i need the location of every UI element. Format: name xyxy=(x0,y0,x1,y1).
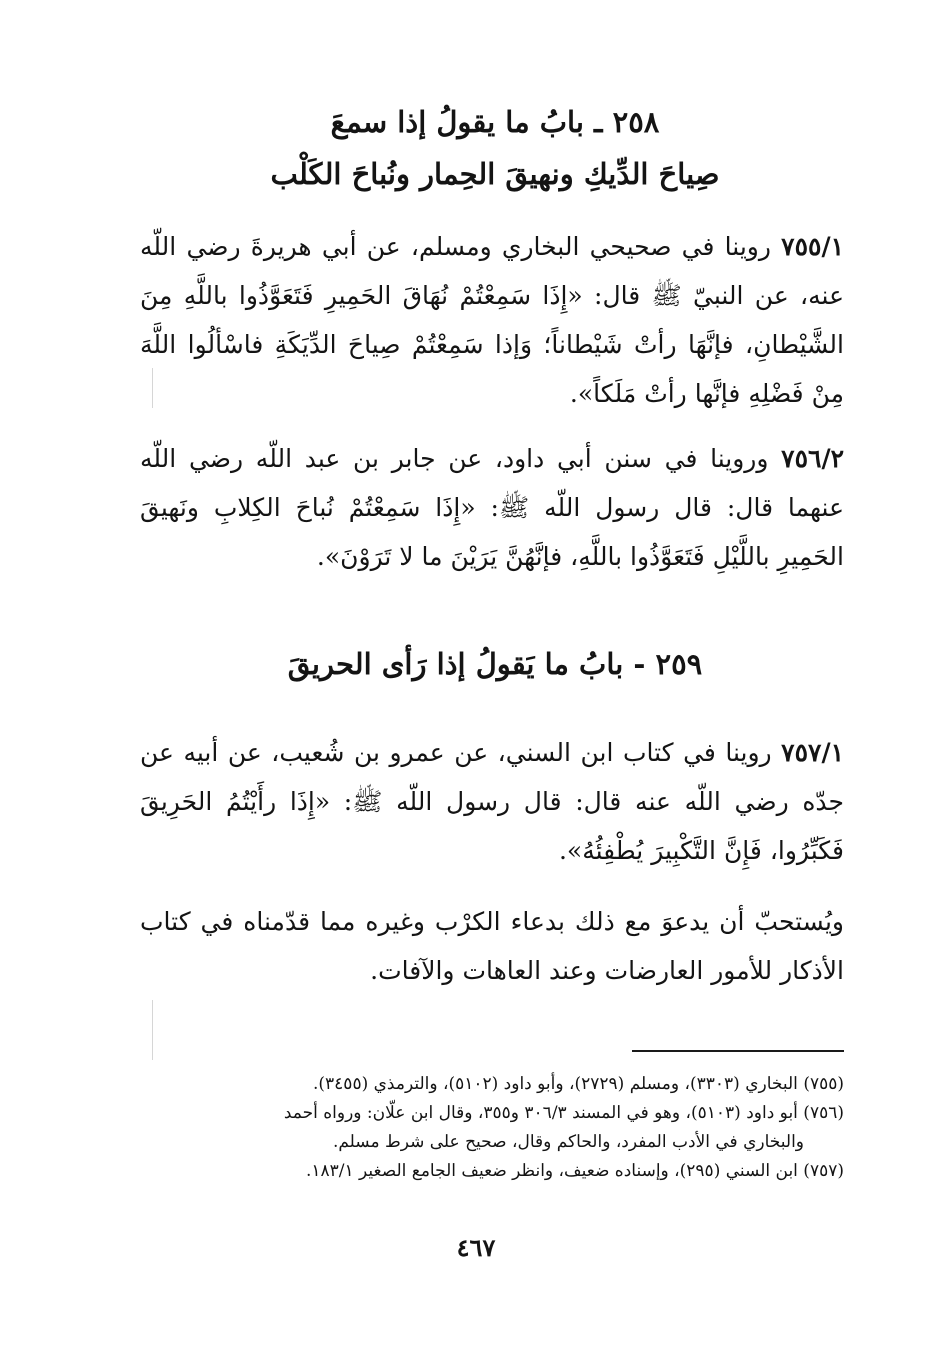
footnote-755: (٧٥٥) البخاري (٣٣٠٣)، ومسلم (٢٧٢٩)، وأبو داود (٥١٠٢)، والترمذي (٣٤٥٥). xyxy=(313,1074,844,1094)
footnote-separator xyxy=(632,1050,844,1052)
footnote-757: (٧٥٧) ابن السني (٢٩٥)، وإسناده ضعيف، وانظر ضعيف الجامع الصغير ١٨٣/١. xyxy=(305,1161,844,1181)
footnotes xyxy=(150,1070,844,1186)
footnote-756-line-2: والبخاري في الأدب المفرد، والحاكم وقال، صحيح على شرط مسلم. xyxy=(332,1132,804,1152)
closing-note-text: ويُستحبّ أن يدعوَ مع ذلك بدعاء الكرْب وغيره مما قدّمناه في كتاب الأذكار للأمور العارضات وعند العاهات والآفات. xyxy=(140,907,844,985)
hadith-756-number: ٧٥٦/٢ xyxy=(781,444,844,473)
page-number: ٤٦٧ xyxy=(456,1233,496,1262)
scan-artifact-mark xyxy=(152,1000,153,1060)
chapter-258-title-line-1: ٢٥٨ ـ بابُ ما يقولُ إذا سمعَ xyxy=(330,105,660,139)
footnote-756-line-1: (٧٥٦) أبو داود (٥١٠٣)، وهو في المسند ٣٠٦/٣ و٣٥٥، وقال ابن علّان: ورواه أحمد xyxy=(283,1103,844,1123)
hadith-757-text: روينا في كتاب ابن السني، عن عمرو بن شُعيب، عن أبيه عن جدّه رضي اللّه عنه قال: قال رسول اللّه ﷺ: «إِذَا رأَيْتُمُ الحَرِيقَ فَكَبِّرُوا، فَإِنَّ التَّكْبِيرَ يُطْفِئُهُ». xyxy=(140,738,844,865)
hadith-757-number: ٧٥٧/١ xyxy=(781,738,844,767)
hadith-756-paragraph xyxy=(140,434,844,581)
hadith-756-text: وروينا في سنن أبي داود، عن جابر بن عبد اللّه رضي اللّه عنهما قال: قال رسول اللّه ﷺ: «إِذَا سَمِعْتُمْ نُباحَ الكِلابِ ونَهيقَ الحَمِيرِ باللَّيْلِ فَتَعَوَّذُوا باللَّهِ، فإنَّهُنَّ يَرَيْنَ ما لا تَرَوْنَ». xyxy=(140,444,844,571)
hadith-755-text: روينا في صحيحي البخاري ومسلم، عن أبي هريرةَ رضي اللّه عنه، عن النبيّ ﷺ قال: «إِذَا سَمِعْتُمْ نُهَاقَ الحَمِيرِ فَتَعَوَّذُوا باللَّهِ مِنَ الشَّيْطانِ، فإنَّهَا رأتْ شَيْطاناً؛ وَإذا سَمِعْتُمْ صِياحَ الدِّيَكَةِ فاسْألُوا اللَّهَ مِنْ فَضْلِهِ فإنَّها رأتْ مَلَكاً». xyxy=(140,232,844,408)
chapter-258-title-line-2: صِياحَ الدِّيكِ ونهيقَ الحِمار ونُباحَ الكَلْب xyxy=(270,157,720,191)
hadith-755-paragraph xyxy=(140,222,844,418)
closing-note-paragraph xyxy=(140,897,844,995)
chapter-258-heading xyxy=(150,96,840,200)
hadith-755-number: ٧٥٥/١ xyxy=(781,232,844,261)
scan-artifact-mark xyxy=(152,368,153,408)
chapter-259-title: ٢٥٩ - بابُ ما يَقولُ إذا رَأى الحريقَ xyxy=(287,647,703,681)
hadith-757-paragraph xyxy=(140,728,844,875)
chapter-259-heading xyxy=(150,638,840,690)
footnote-756 xyxy=(150,1099,844,1157)
